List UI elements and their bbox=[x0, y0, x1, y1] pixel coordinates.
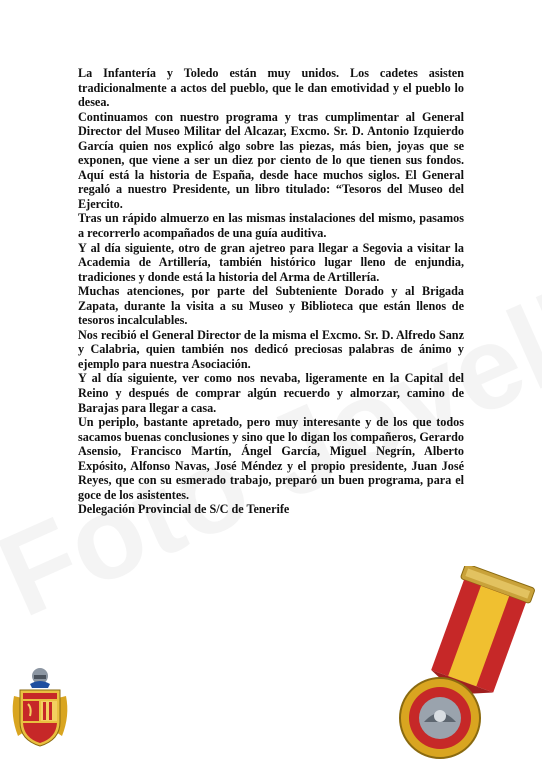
body-text bbox=[78, 66, 464, 517]
signature-line: Delegación Provincial de S/C de Tenerife bbox=[78, 502, 290, 517]
paragraph: Y al día siguiente, ver como nos nevaba, ligeramente en la Capital del Reino y después de comprar algún recuerdo y almorzar, camino de Barajas para llegar a casa. bbox=[78, 371, 464, 415]
paragraph: La Infantería y Toledo están muy unidos. Los cadetes asisten tradicionalmente a actos del pueblo, que le dan emotividad y el pueblo lo desea. bbox=[78, 66, 464, 110]
paragraph: Un periplo, bastante apretado, pero muy interesante y de los que todos sacamos buenas conclusiones y sino que lo digan los compañeros, Gerardo Asensio, Francisco Martín, Ángel García, Miguel Negrín, Alberto Expósito, Alfonso Navas, José Méndez y el propio presidente, Juan José Reyes, que con su esmerado trabajo, preparó un buen programa, para el goce de los asistentes. bbox=[78, 415, 464, 502]
medal-icon bbox=[380, 566, 542, 768]
coat-of-arms-icon bbox=[8, 666, 72, 750]
paragraph: Nos recibió el General Director de la misma el Excmo. Sr. D. Alfredo Sanz y Calabria, quien también nos dedicó preciosas palabras de ánimo y ejemplo para nuestra Asociación. bbox=[78, 327, 464, 371]
paragraph: Muchas atenciones, por parte del Subteniente Dorado y al Brigada Zapata, durante la visita a su Museo y Biblioteca que están llenos de tesoros incalculables. bbox=[78, 284, 464, 328]
paragraph: Continuamos con nuestro programa y tras cumplimentar al General Director del Museo Militar del Alcazar, Excmo. Sr. D. Antonio Izquierdo García quien nos explicó algo sobre las piezas, más bien, joyas que se exponen, que viene a ser un diez por ciento de lo que tienen sus fondos. Aquí está la historia de España, desde hace muchos siglos. El General regaló a nuestro Presidente, un libro titulado: “Tesoros del Museo del Ejercito. bbox=[78, 109, 464, 211]
paragraph: Y al día siguiente, otro de gran ajetreo para llegar a Segovia a visitar la Academia de Artillería, también histórico lugar lleno de enjundia, tradiciones y donde está la historia del Arma de Artillería. bbox=[78, 240, 464, 284]
paragraph: Tras un rápido almuerzo en las mismas instalaciones del mismo, pasamos a recorrerlo acompañados de una guía auditiva. bbox=[78, 211, 464, 241]
